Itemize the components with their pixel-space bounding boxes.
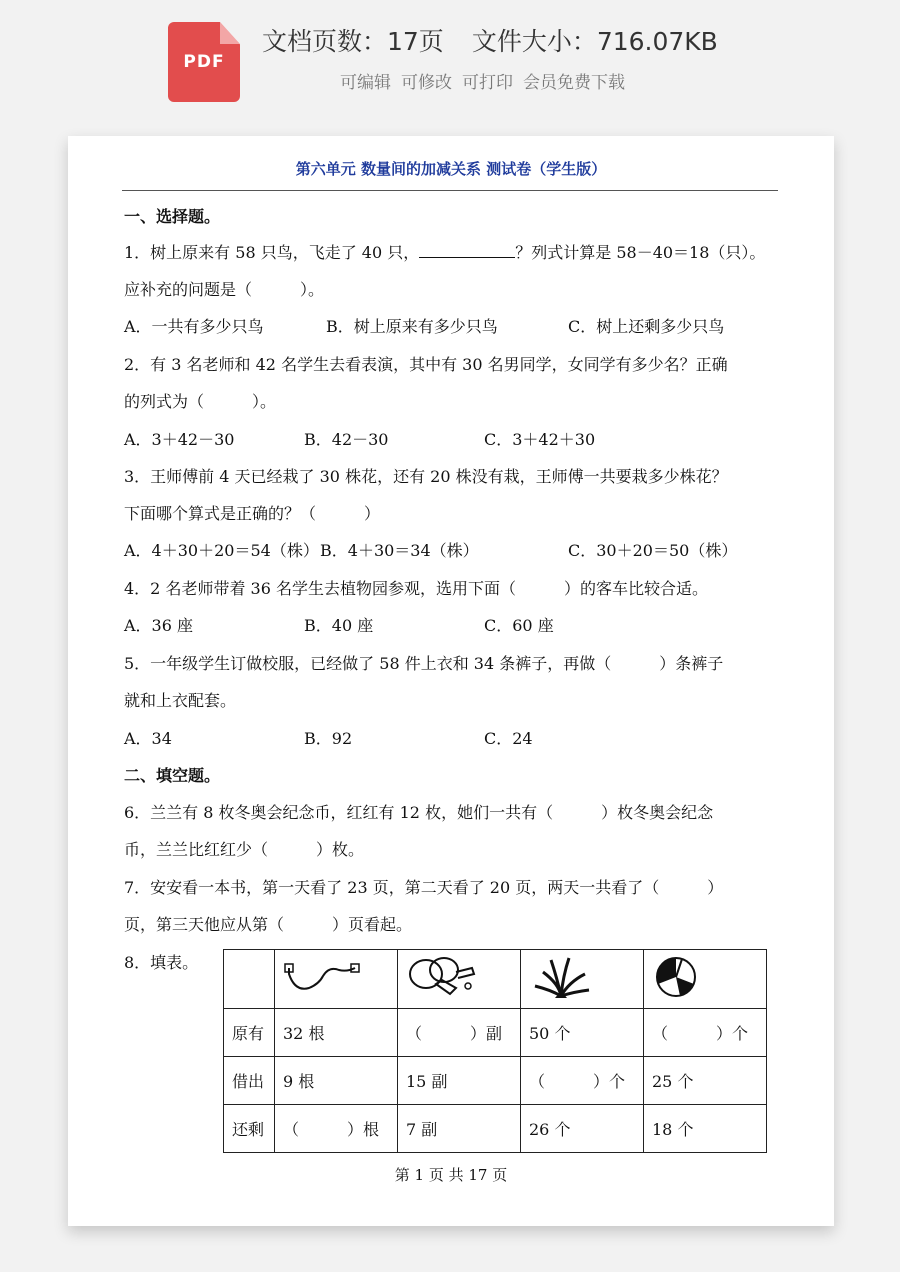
q2-option-c: C．3＋42＋30 bbox=[484, 430, 596, 449]
table-icon-cell bbox=[644, 950, 767, 1009]
table-row bbox=[224, 1105, 767, 1153]
question-3-line-2: 下面哪个算式是正确的？（ ） bbox=[124, 504, 381, 523]
question-1-text-b: ？列式计算是 58－40＝18（只）。 bbox=[515, 243, 766, 262]
q4-option-a: A．36 座 bbox=[124, 616, 194, 635]
table-cell: 25 个 bbox=[644, 1057, 767, 1105]
question-1-text-a: 1．树上原来有 58 只鸟，飞走了 40 只， bbox=[124, 243, 420, 262]
section-heading-fill: 二、填空题。 bbox=[124, 766, 221, 785]
table-cell: （ ）副 bbox=[398, 1009, 521, 1057]
table-cell: 7 副 bbox=[398, 1105, 521, 1153]
perm-editable: 可编辑 bbox=[340, 73, 391, 93]
q1-option-c: C．树上还剩多少只鸟 bbox=[568, 317, 725, 336]
table-cell: （ ）个 bbox=[521, 1057, 644, 1105]
q2-option-b: B．42－30 bbox=[304, 430, 389, 449]
question-4-line-1: 4．2 名老师带着 36 名学生去植物园参观，选用下面（ ）的客车比较合适。 bbox=[124, 579, 708, 598]
table-row bbox=[224, 1009, 767, 1057]
pdf-label: PDF bbox=[183, 52, 225, 72]
table-cell: 50 个 bbox=[521, 1009, 644, 1057]
q5-option-b: B．92 bbox=[304, 729, 353, 748]
perm-modifiable: 可修改 bbox=[401, 73, 452, 93]
question-5-line-2: 就和上衣配套。 bbox=[124, 691, 237, 710]
question-7-line-2: 页，第三天他应从第（ ）页看起。 bbox=[124, 915, 413, 934]
question-7-line-1: 7．安安看一本书，第一天看了 23 页，第二天看了 20 页，两天一共看了（ ） bbox=[124, 878, 724, 897]
question-6-line-2: 币，兰兰比红红少（ ）枚。 bbox=[124, 840, 365, 859]
table-icon-cell bbox=[521, 950, 644, 1009]
row-header-original: 原有 bbox=[224, 1009, 275, 1057]
q5-option-a: A．34 bbox=[124, 729, 172, 748]
pdf-fold-corner bbox=[220, 22, 240, 44]
table-cell: 15 副 bbox=[398, 1057, 521, 1105]
table-icon-cell bbox=[275, 950, 398, 1009]
question-3-line-1: 3．王师傅前 4 天已经栽了 30 株花，还有 20 株没有栽，王师傅一共要栽多少株花？ bbox=[124, 467, 728, 486]
answer-blank bbox=[419, 243, 515, 258]
fill-in-table bbox=[223, 949, 767, 1153]
q5-option-c: C．24 bbox=[484, 729, 533, 748]
perm-member-download: 会员免费下载 bbox=[523, 73, 625, 93]
table-cell: （ ）根 bbox=[275, 1105, 398, 1153]
table-cell: （ ）个 bbox=[644, 1009, 767, 1057]
file-header bbox=[0, 0, 900, 120]
file-info bbox=[262, 22, 718, 58]
ping-pong-paddles-icon bbox=[406, 954, 480, 1000]
row-header-lent: 借出 bbox=[224, 1057, 275, 1105]
file-permissions bbox=[340, 68, 625, 93]
plant-icon bbox=[529, 954, 593, 1000]
question-2-line-1: 2．有 3 名老师和 42 名学生去看表演，其中有 30 名男同学，女同学有多少名？正确 bbox=[124, 355, 728, 374]
row-header-remaining: 还剩 bbox=[224, 1105, 275, 1153]
q2-option-a: A．3＋42－30 bbox=[124, 430, 235, 449]
jump-rope-icon bbox=[283, 962, 363, 992]
q1-option-b: B．树上原来有多少只鸟 bbox=[326, 317, 498, 336]
section-heading-choice: 一、选择题。 bbox=[124, 207, 221, 226]
question-5-line-1: 5．一年级学生订做校服，已经做了 58 件上衣和 34 条裤子，再做（ ）条裤子 bbox=[124, 654, 724, 673]
page-count: 文档页数：17页 bbox=[262, 27, 444, 56]
title-divider bbox=[122, 190, 778, 191]
table-icon-row bbox=[224, 950, 767, 1009]
file-size: 文件大小：716.07KB bbox=[471, 27, 718, 56]
question-6-line-1: 6．兰兰有 8 枚冬奥会纪念币，红红有 12 枚，她们一共有（ ）枚冬奥会纪念 bbox=[124, 803, 714, 822]
question-8-text: 8．填表。 bbox=[124, 953, 199, 972]
table-cell: 18 个 bbox=[644, 1105, 767, 1153]
table-icon-cell bbox=[398, 950, 521, 1009]
question-2-line-2: 的列式为（ ）。 bbox=[124, 392, 277, 411]
q4-option-c: C．60 座 bbox=[484, 616, 554, 635]
page-footer: 第 1 页 共 17 页 bbox=[394, 1166, 508, 1184]
question-1-line-1 bbox=[124, 240, 765, 263]
table-cell: 32 根 bbox=[275, 1009, 398, 1057]
q4-option-b: B．40 座 bbox=[304, 616, 374, 635]
q3-option-b: B．4＋30＝34（株） bbox=[320, 541, 479, 560]
perm-printable: 可打印 bbox=[462, 73, 513, 93]
document-page bbox=[68, 136, 834, 1226]
q1-option-a: A．一共有多少只鸟 bbox=[124, 317, 264, 336]
table-cell: 9 根 bbox=[275, 1057, 398, 1105]
table-cell: 26 个 bbox=[521, 1105, 644, 1153]
ball-icon bbox=[652, 954, 700, 1000]
q3-option-a: A．4＋30＋20＝54（株） bbox=[124, 541, 319, 560]
table-row bbox=[224, 1057, 767, 1105]
question-1-line-2: 应补充的问题是（ ）。 bbox=[124, 280, 325, 299]
q3-option-c: C．30＋20＝50（株） bbox=[568, 541, 738, 560]
document-title: 第六单元 数量间的加减关系 测试卷（学生版） bbox=[295, 160, 607, 178]
table-corner-cell bbox=[224, 950, 275, 1009]
